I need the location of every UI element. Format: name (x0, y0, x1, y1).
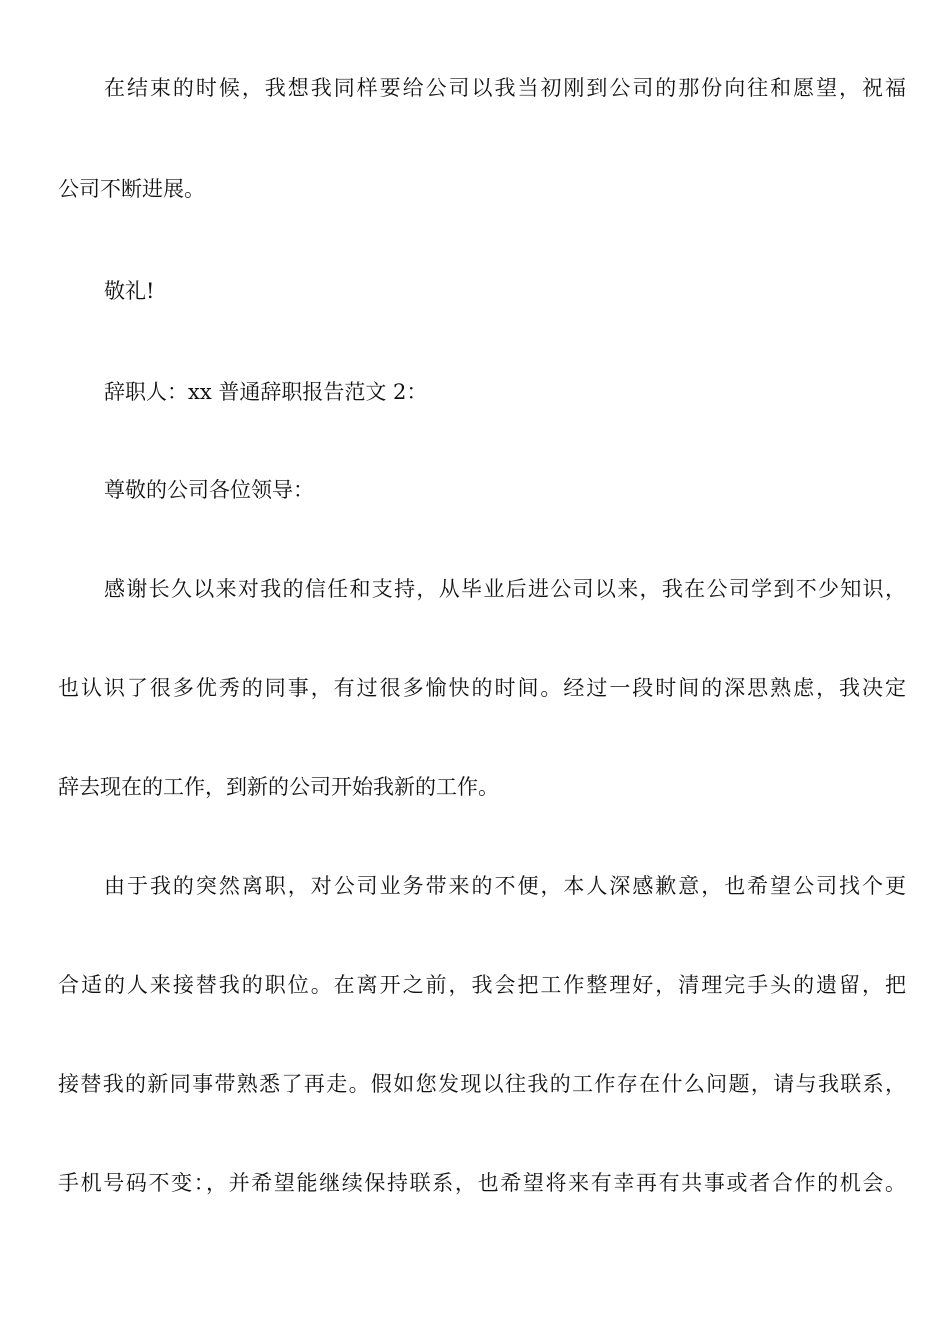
signature-line: 辞职人：xx 普通辞职报告范文 2： (104, 380, 428, 404)
paragraph-line: 由于我的突然离职，对公司业务带来的不便，本人深感歉意，也希望公司找个更 (104, 874, 906, 898)
paragraph-line: 公司不断进展。 (58, 177, 205, 201)
paragraph-line: 也认识了很多优秀的同事，有过很多愉快的时间。经过一段时间的深思熟虑，我决定 (58, 676, 906, 700)
paragraph-line: 手机号码不变：，并希望能继续保持联系，也希望将来有幸再有共事或者合作的机会。 (58, 1171, 906, 1195)
letter-greeting: 尊敬的公司各位领导： (104, 478, 314, 502)
paragraph-line: 接替我的新同事带熟悉了再走。假如您发现以往我的工作存在什么问题，请与我联系， (58, 1072, 906, 1096)
closing-salutation: 敬礼! (104, 279, 155, 303)
paragraph-line: 辞去现在的工作，到新的公司开始我新的工作。 (58, 775, 499, 799)
paragraph-line: 在结束的时候，我想我同样要给公司以我当初刚到公司的那份向往和愿望，祝福 (104, 76, 906, 100)
paragraph-line: 感谢长久以来对我的信任和支持，从毕业后进公司以来，我在公司学到不少知识， (104, 577, 906, 601)
paragraph-line: 合适的人来接替我的职位。在离开之前，我会把工作整理好，清理完手头的遗留，把 (58, 973, 906, 997)
